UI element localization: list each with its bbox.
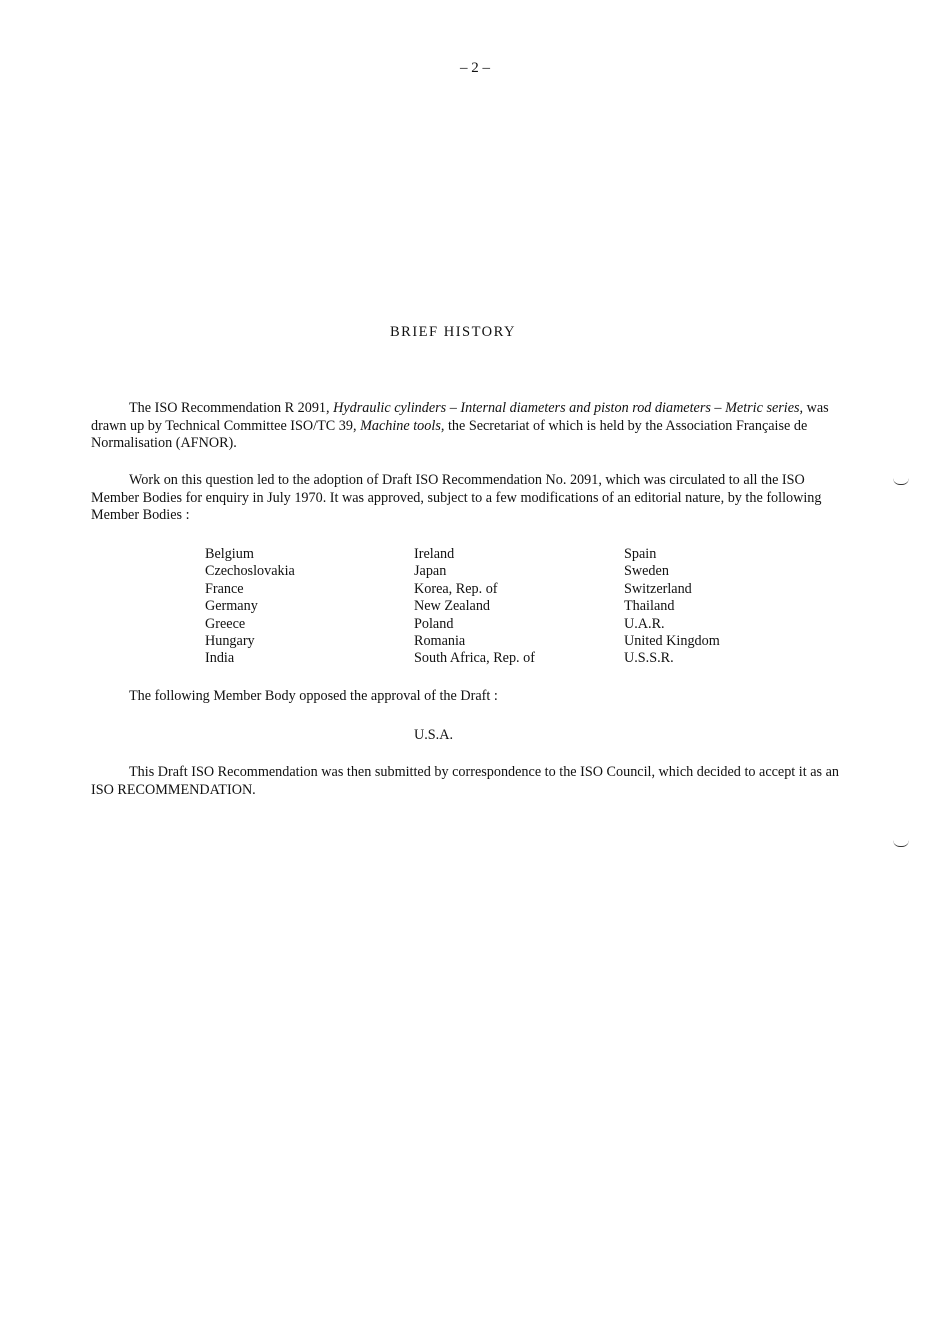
page-title: BRIEF HISTORY xyxy=(390,324,516,340)
member-item: Japan xyxy=(414,563,447,580)
origin-committee-italic: Machine tools, xyxy=(360,417,445,434)
member-item: France xyxy=(205,580,244,597)
member-item: Poland xyxy=(414,615,454,632)
member-item: Greece xyxy=(205,615,246,632)
member-item: United Kingdom xyxy=(624,633,720,650)
member-item: Korea, Rep. of xyxy=(414,580,498,597)
member-item: Germany xyxy=(205,598,258,615)
member-item: Sweden xyxy=(624,563,669,580)
opposing-member: U.S.A. xyxy=(414,727,454,743)
origin-text-c: was drawn up by Technical Committee ISO/TC 39, xyxy=(91,400,829,434)
member-item: Belgium xyxy=(205,546,254,562)
page-number: – 2 – xyxy=(460,60,490,76)
member-item: Hungary xyxy=(205,633,255,650)
margin-mark xyxy=(893,840,909,847)
origin-text-a: The ISO Recommendation R 2091, xyxy=(129,400,334,416)
member-list-col-3 xyxy=(624,546,720,668)
paragraph-opposition: The following Member Body opposed the approval of the Draft : xyxy=(129,688,498,704)
member-list-col-1 xyxy=(205,546,295,668)
member-item: New Zealand xyxy=(414,598,491,615)
paragraph-approval: Work on this question led to the adoption of Draft ISO Recommendation No. 2091, which was circulated to all the ISO Member Bodies for enquiry in July 1970. It was approved, subject to a few modifications of an editorial nature, by the following Member Bodies : xyxy=(91,472,822,523)
member-item: South Africa, Rep. of xyxy=(414,650,535,667)
origin-text-e: the Secretariat of which is held by the Association Française de Normalisation (AFNOR). xyxy=(91,417,808,451)
member-list-col-2 xyxy=(414,546,535,668)
member-item: Czechoslovakia xyxy=(205,563,295,580)
paragraph-origin xyxy=(91,400,841,453)
member-item: India xyxy=(205,650,235,667)
member-item: Spain xyxy=(624,546,657,562)
member-item: U.A.R. xyxy=(624,615,665,632)
origin-title-italic: Hydraulic cylinders – Internal diameters and piston rod diameters – Metric series, xyxy=(333,400,804,416)
member-item: Switzerland xyxy=(624,580,692,597)
member-item: Thailand xyxy=(624,598,675,615)
member-item: U.S.S.R. xyxy=(624,650,674,667)
member-item: Romania xyxy=(414,633,466,650)
member-item: Ireland xyxy=(414,546,455,562)
paragraph-council: This Draft ISO Recommendation was then submitted by correspondence to the ISO Council, which decided to accept it as an ISO RECOMMENDATION. xyxy=(91,764,839,798)
margin-mark xyxy=(893,478,909,485)
